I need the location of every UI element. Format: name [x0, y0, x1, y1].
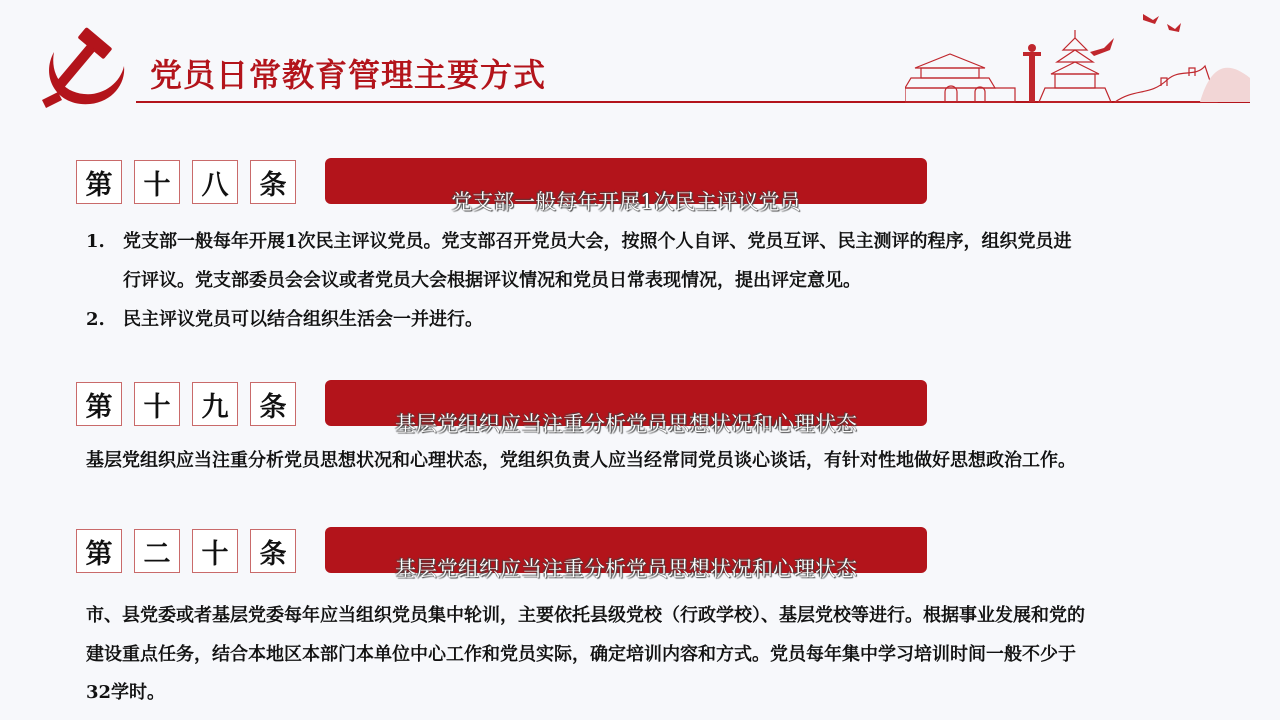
article-18-label — [76, 160, 296, 204]
article-20-label — [76, 529, 296, 573]
article-18-list — [86, 222, 1086, 339]
list-item-number: 1. — [86, 231, 105, 252]
article-label-char: 条 — [250, 382, 296, 426]
article-label-char: 条 — [250, 160, 296, 204]
article-19-text: 基层党组织应当注重分析党员思想状况和心理状态，党组织负责人应当经常同党员谈心谈话，有针对性地做好思想政治工作。 — [86, 450, 1076, 471]
article-label-char: 第 — [76, 529, 122, 573]
article-label-char: 条 — [250, 529, 296, 573]
article-20-banner-text: 基层党组织应当注重分析党员思想状况和心理状态 — [395, 557, 857, 581]
article-label-char: 八 — [192, 160, 238, 204]
article-label-char: 十 — [192, 529, 238, 573]
landmark-skyline-illustration — [905, 8, 1250, 103]
hammer-sickle-icon — [32, 22, 132, 114]
article-19-banner-text: 基层党组织应当注重分析党员思想状况和心理状态 — [395, 412, 857, 436]
article-label-char: 第 — [76, 160, 122, 204]
page-title: 党员日常教育管理主要方式 — [150, 56, 547, 94]
article-18-banner-text: 党支部一般每年开展1次民主评议党员 — [451, 190, 801, 214]
list-item-number: 2. — [86, 309, 105, 330]
article-19-label — [76, 382, 296, 426]
article-label-char: 十 — [134, 382, 180, 426]
article-label-char: 十 — [134, 160, 180, 204]
article-label-char: 第 — [76, 382, 122, 426]
article-label-char: 二 — [134, 529, 180, 573]
article-20-text: 市、县党委或者基层党委每年应当组织党员集中轮训，主要依托县级党校（行政学校）、基层党校等进行。根据事业发展和党的建设重点任务，结合本地区本部门本单位中心工作和党员实际，确定培训内容和方式。党员每年集中学习培训时间一般不少于32学时。 — [86, 605, 1085, 703]
list-item-text: 党支部一般每年开展1次民主评议党员。党支部召开党员大会，按照个人自评、党员互评、民主测评的程序，组织党员进行评议。党支部委员会会议或者党员大会根据评议情况和党员日常表现情况，提出评定意见。 — [123, 231, 1072, 291]
article-label-char: 九 — [192, 382, 238, 426]
list-item — [86, 222, 1086, 300]
list-item-text: 民主评议党员可以结合组织生活会一并进行。 — [123, 309, 483, 330]
list-item — [86, 300, 1086, 339]
